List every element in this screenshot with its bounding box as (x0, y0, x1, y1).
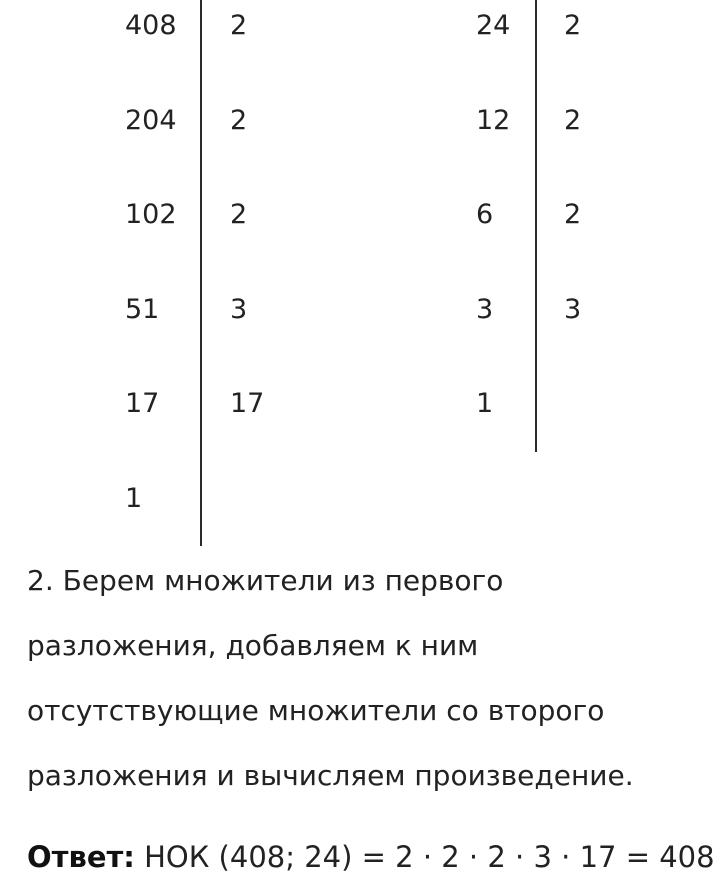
number-cell: 51 (125, 294, 160, 325)
number-cell: 1 (476, 388, 494, 419)
paragraph-line: 2. Берем множители из первого (27, 564, 504, 597)
divisor-cell: 17 (230, 388, 265, 419)
divisor-cell: 2 (564, 10, 582, 41)
answer-line (27, 836, 715, 878)
number-cell: 408 (125, 10, 177, 41)
divisor-cell: 2 (564, 199, 582, 230)
number-cell: 3 (476, 294, 494, 325)
number-cell: 12 (476, 105, 511, 136)
step-2-paragraph (27, 548, 707, 808)
divisor-cell: 2 (230, 10, 248, 41)
divider-line (535, 0, 537, 452)
number-cell: 102 (125, 199, 177, 230)
divisor-cell: 2 (230, 199, 248, 230)
paragraph-line: разложения, добавляем к ним (27, 629, 479, 662)
number-cell: 204 (125, 105, 177, 136)
paragraph-line: разложения и вычисляем произведение. (27, 759, 634, 792)
divisor-cell: 3 (230, 294, 248, 325)
divisor-cell: 2 (230, 105, 248, 136)
divider-line (200, 0, 202, 546)
number-cell: 24 (476, 10, 511, 41)
number-cell: 17 (125, 388, 160, 419)
divisor-cell: 3 (564, 294, 582, 325)
number-cell: 6 (476, 199, 494, 230)
number-cell: 1 (125, 483, 143, 514)
paragraph-line: отсутствующие множители со второго (27, 694, 605, 727)
answer-label: Ответ: (27, 840, 135, 874)
divisor-cell: 2 (564, 105, 582, 136)
answer-text: НОК (408; 24) = 2 · 2 · 2 · 3 · 17 = 408 (134, 840, 715, 874)
